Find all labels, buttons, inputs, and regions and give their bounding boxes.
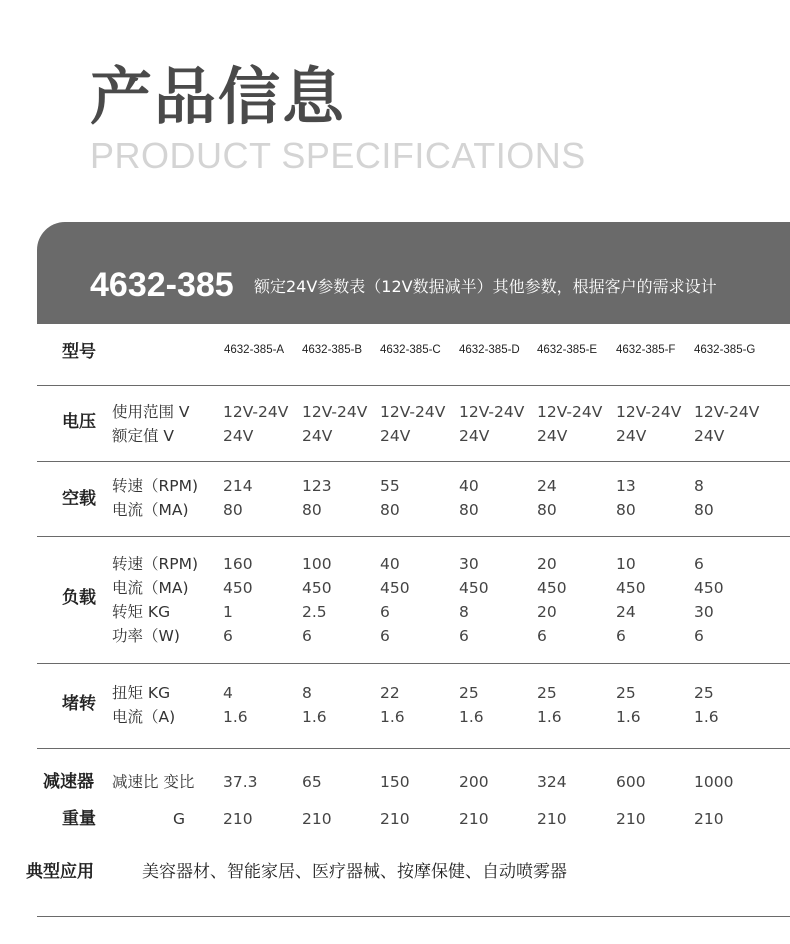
value-line: 6 [694, 555, 704, 573]
value-line: 10 [616, 555, 636, 573]
value-line: 40 [459, 477, 479, 495]
value-line: 12V-24V [302, 403, 368, 421]
value-line: 450 [616, 579, 646, 597]
value-line: 1.6 [380, 708, 405, 726]
value-line: 2.5 [302, 603, 327, 621]
value-line: 24 [616, 603, 636, 621]
value-line: 450 [537, 579, 567, 597]
page-subtitle: PRODUCT SPECIFICATIONS [90, 135, 586, 176]
value-line: 24V [616, 427, 647, 445]
param-label: 电流（MA) [112, 579, 189, 597]
value-line: 1000 [694, 773, 734, 791]
value-line: 210 [616, 810, 646, 828]
param-label: 额定值 V [112, 427, 175, 445]
value-line: 8 [459, 603, 469, 621]
value-cell [380, 552, 410, 648]
row-divider [37, 748, 790, 749]
value-line: 13 [616, 477, 636, 495]
value-cell [537, 770, 567, 794]
value-line: 12V-24V [380, 403, 446, 421]
row-divider [37, 461, 790, 462]
value-cell [302, 770, 322, 794]
model-cell: 4632-385-D [459, 344, 520, 356]
value-line: 24V [223, 427, 254, 445]
value-line: 450 [459, 579, 489, 597]
value-line: 160 [223, 555, 253, 573]
model-cell: 4632-385-A [224, 344, 285, 356]
value-line: 450 [302, 579, 332, 597]
row-divider [37, 916, 790, 917]
value-cell [537, 552, 567, 648]
value-line: 1.6 [694, 708, 719, 726]
row-label-model: 型号 [62, 342, 96, 362]
value-line: 24 [537, 477, 557, 495]
weight-params [173, 807, 185, 831]
value-line: 1.6 [223, 708, 248, 726]
param-label: 转速（RPM) [112, 555, 199, 573]
value-line: 40 [380, 555, 400, 573]
value-line: 25 [537, 684, 557, 702]
value-line: 450 [694, 579, 724, 597]
value-cell [302, 552, 332, 648]
value-cell [459, 770, 489, 794]
value-line: 24V [459, 427, 490, 445]
value-cell [459, 400, 524, 448]
value-cell [223, 770, 258, 794]
value-line: 6 [616, 627, 626, 645]
value-line: 12V-24V [459, 403, 525, 421]
value-line: 210 [302, 810, 332, 828]
model-cell: 4632-385-G [694, 344, 756, 356]
model-cell: 4632-385-F [616, 344, 676, 356]
row-label-voltage: 电压 [62, 412, 96, 432]
product-model-name: 4632-385 [90, 266, 234, 304]
value-cell [694, 681, 719, 729]
application-label: 典型应用 [26, 862, 94, 882]
value-line: 1.6 [302, 708, 327, 726]
model-cell: 4632-385-E [537, 344, 598, 356]
value-line: 4 [223, 684, 233, 702]
value-line: 24V [537, 427, 568, 445]
value-line: 1 [223, 603, 233, 621]
no-load-params [112, 474, 198, 522]
value-line: 30 [694, 603, 714, 621]
value-cell [223, 807, 253, 831]
value-line: 200 [459, 773, 489, 791]
value-line: 450 [223, 579, 253, 597]
value-line: 37.3 [223, 773, 258, 791]
value-line: 80 [302, 501, 322, 519]
value-line: 8 [694, 477, 704, 495]
value-line: 30 [459, 555, 479, 573]
value-line: 1.6 [616, 708, 641, 726]
table-description: 额定24V参数表（12V数据减半）其他参数，根据客户的需求设计 [254, 277, 717, 296]
value-cell [616, 770, 646, 794]
value-line: 6 [380, 627, 390, 645]
value-cell [694, 474, 714, 522]
value-cell [694, 400, 759, 448]
value-cell [302, 807, 332, 831]
value-cell [537, 400, 602, 448]
value-cell [459, 807, 489, 831]
value-cell [380, 807, 410, 831]
value-line: 6 [380, 603, 390, 621]
value-line: 6 [694, 627, 704, 645]
value-line: 214 [223, 477, 253, 495]
value-cell [302, 474, 332, 522]
row-label-weight: 重量 [62, 809, 96, 829]
gearbox-params [112, 770, 194, 794]
value-cell [380, 770, 410, 794]
value-line: 450 [380, 579, 410, 597]
value-line: 25 [616, 684, 636, 702]
value-line: 6 [302, 627, 312, 645]
value-cell [223, 474, 253, 522]
value-line: 6 [537, 627, 547, 645]
model-cell: 4632-385-C [380, 344, 441, 356]
row-divider [37, 385, 790, 386]
value-line: 24V [302, 427, 333, 445]
value-cell [302, 681, 327, 729]
value-line: 12V-24V [223, 403, 289, 421]
row-label-stall: 堵转 [62, 694, 96, 714]
value-cell [616, 400, 681, 448]
value-line: 6 [223, 627, 233, 645]
value-line: 12V-24V [537, 403, 603, 421]
value-cell [694, 770, 733, 794]
value-line: 80 [380, 501, 400, 519]
param-label: 转矩 KG [112, 603, 171, 621]
value-line: 210 [459, 810, 489, 828]
value-line: 1.6 [459, 708, 484, 726]
value-cell [223, 400, 288, 448]
value-cell [694, 552, 724, 648]
value-line: 80 [616, 501, 636, 519]
param-label: 转速（RPM) [112, 477, 199, 495]
value-cell [537, 474, 557, 522]
value-cell [459, 552, 489, 648]
value-cell [537, 807, 567, 831]
model-cell: 4632-385-B [302, 344, 363, 356]
value-line: 20 [537, 603, 557, 621]
value-line: 12V-24V [616, 403, 682, 421]
value-cell [302, 400, 367, 448]
value-line: 25 [459, 684, 479, 702]
row-divider [37, 663, 790, 664]
value-line: 25 [694, 684, 714, 702]
value-line: 24V [380, 427, 411, 445]
row-label-load: 负载 [62, 588, 96, 608]
value-cell [616, 552, 646, 648]
stall-params [112, 681, 175, 729]
value-line: 55 [380, 477, 400, 495]
value-line: 210 [223, 810, 253, 828]
row-label-no-load: 空载 [62, 489, 96, 509]
value-line: 24V [694, 427, 725, 445]
load-params [112, 552, 198, 648]
value-line: 12V-24V [694, 403, 760, 421]
row-divider [37, 536, 790, 537]
value-cell [380, 474, 400, 522]
param-label: 减速比 变比 [112, 773, 195, 791]
value-line: 210 [694, 810, 724, 828]
value-line: 210 [537, 810, 567, 828]
value-line: 600 [616, 773, 646, 791]
value-line: 324 [537, 773, 567, 791]
value-cell [616, 474, 636, 522]
param-label: G [173, 810, 186, 828]
value-cell [380, 400, 445, 448]
value-line: 8 [302, 684, 312, 702]
value-line: 150 [380, 773, 410, 791]
value-line: 80 [537, 501, 557, 519]
value-cell [694, 807, 724, 831]
value-cell [223, 681, 248, 729]
param-label: 功率（W) [112, 627, 180, 645]
param-label: 电流（A) [112, 708, 176, 726]
value-cell [459, 681, 484, 729]
value-cell [223, 552, 253, 648]
value-cell [380, 681, 405, 729]
value-cell [616, 807, 646, 831]
param-label: 电流（MA) [112, 501, 189, 519]
row-label-gearbox: 减速器 [43, 772, 94, 792]
value-line: 80 [459, 501, 479, 519]
value-cell [616, 681, 641, 729]
page-title: 产品信息 [90, 60, 347, 133]
value-line: 123 [302, 477, 332, 495]
value-line: 20 [537, 555, 557, 573]
value-cell [537, 681, 562, 729]
voltage-params [112, 400, 190, 448]
value-line: 210 [380, 810, 410, 828]
value-line: 80 [694, 501, 714, 519]
value-line: 6 [459, 627, 469, 645]
application-text: 美容器材、智能家居、医疗器械、按摩保健、自动喷雾器 [142, 862, 567, 882]
value-line: 65 [302, 773, 322, 791]
value-cell [459, 474, 479, 522]
value-line: 22 [380, 684, 400, 702]
param-label: 扭矩 KG [112, 684, 171, 702]
value-line: 80 [223, 501, 243, 519]
value-line: 100 [302, 555, 332, 573]
value-line: 1.6 [537, 708, 562, 726]
param-label: 使用范围 V [112, 403, 190, 421]
